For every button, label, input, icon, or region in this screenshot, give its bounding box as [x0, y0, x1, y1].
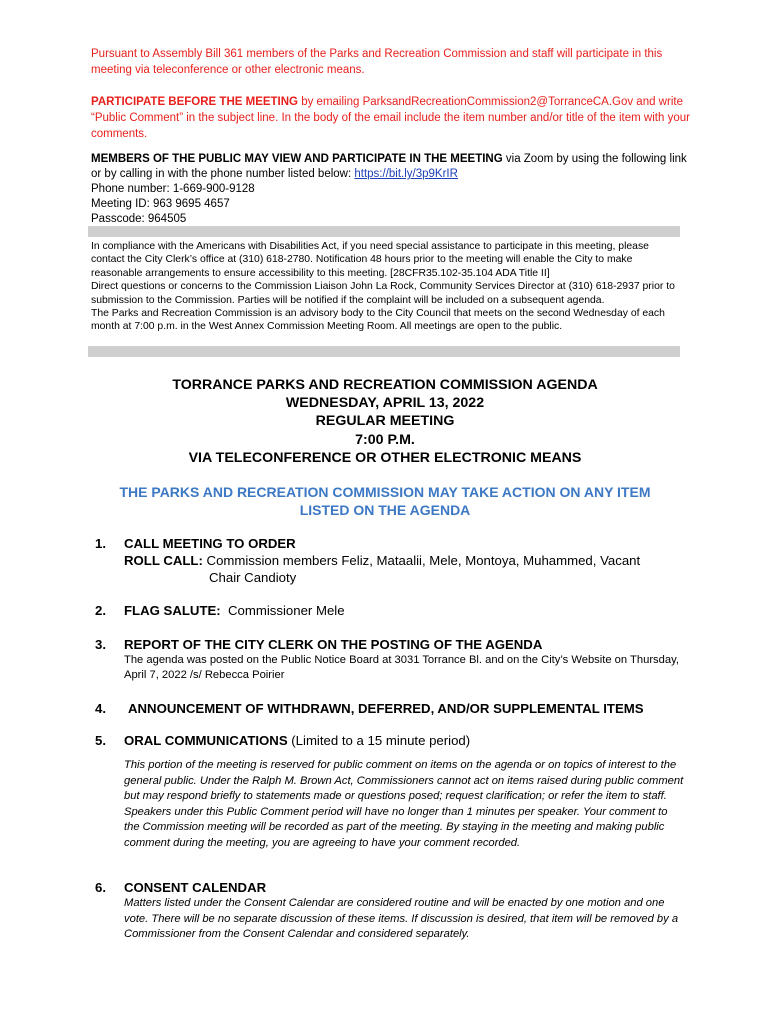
title-line: TORRANCE PARKS AND RECREATION COMMISSION AGENDA	[172, 377, 598, 393]
liaison-paragraph: Direct questions or concerns to the Commission Liaison John La Rock, Community Services Director at (310) 618-2937 prior to submission to the Commission. Parties will be notified if the complaint will be included on a subsequent agenda.	[91, 281, 675, 306]
action-notice-line: LISTED ON THE AGENDA	[299, 502, 471, 518]
title-date: WEDNESDAY, APRIL 13, 2022	[285, 395, 485, 412]
divider-bar	[88, 226, 680, 237]
phone-number: Phone number: 1-669-900-9128	[91, 183, 255, 195]
public-participation	[91, 152, 691, 227]
item-heading: CALL MEETING TO ORDER	[124, 536, 296, 551]
action-notice-line: THE PARKS AND RECREATION COMMISSION MAY TAKE ACTION ON ANY ITEM	[119, 484, 651, 500]
participate-heading: PARTICIPATE BEFORE THE MEETING	[91, 96, 299, 108]
item-heading: REPORT OF THE CITY CLERK ON THE POSTING OF THE AGENDA	[124, 637, 543, 652]
item-heading: ANNOUNCEMENT OF WITHDRAWN, DEFERRED, AND/OR SUPPLEMENTAL ITEMS	[128, 701, 644, 716]
item-text: This portion of the meeting is reserved for public comment on items on the agenda or on topics of interest to the general public. Under the Ralph M. Brown Act, Commissioners cannot act on items raised during public comment but may respond briefly to statements made or questions posed; request clarification; or refer the item to staff. Speakers under this Public Comment period will have no longer than 1 minutes per speaker. Your comment to the Commission meeting will be recorded as part of the meeting. By staying in the meeting and making public comment during the meeting, you are agreeing to have your comment recorded.	[124, 759, 684, 849]
participate-text: by emailing ParksandRecreationCommission2@TorranceCA.Gov and write “Public Comment” in the subject line. In the body of the email include the item number and/or title of the item with your comments.	[91, 96, 690, 140]
item-text: The agenda was posted on the Public Notice Board at 3031 Torrance Bl. and on the City’s Website on Thursday, April 7, 2022 /s/ Rebecca Poirier	[124, 654, 679, 681]
roll-call	[124, 552, 684, 569]
roll-call-members-cont: Chair Candioty	[209, 570, 297, 585]
action-notice	[0, 483, 770, 519]
title-venue: VIA TELECONFERENCE OR OTHER ELECTRONIC MEANS	[188, 449, 582, 466]
title-meeting-type: REGULAR MEETING	[315, 413, 455, 430]
item-heading-note: (Limited to a 15 minute period)	[287, 733, 471, 748]
item-number: 5.	[95, 733, 106, 748]
members-heading: MEMBERS OF THE PUBLIC MAY VIEW AND PARTICIPATE IN THE MEETING	[91, 153, 503, 165]
participate-notice	[91, 94, 691, 142]
agenda-title	[0, 376, 770, 467]
item-number: 2.	[95, 603, 106, 618]
item-number: 6.	[95, 880, 106, 895]
item-text: Matters listed under the Consent Calendar are considered routine and will be enacted by one motion and one vote. There will be no separate discussion of these items. If discussion is desired, that item will be removed by a Commissioner from the Consent Calendar and considered separately.	[124, 897, 679, 940]
meeting-id: Meeting ID: 963 9695 4657	[91, 198, 230, 210]
item-number: 1.	[95, 536, 106, 551]
item-heading: ORAL COMMUNICATIONS	[124, 733, 288, 748]
teleconference-notice: Pursuant to Assembly Bill 361 members of the Parks and Recreation Commission and staff will participate in this meeting via teleconference or other electronic means.	[91, 48, 663, 76]
item-heading: CONSENT CALENDAR	[124, 880, 267, 895]
item-number: 3.	[95, 637, 106, 652]
roll-call-members: Commission members Feliz, Mataalii, Mele, Montoya, Muhammed, Vacant	[202, 553, 641, 568]
advisory-paragraph: The Parks and Recreation Commission is an advisory body to the City Council that meets on the second Wednesday of each month at 7:00 p.m. in the West Annex Commission Meeting Room. All meetings are open to the public.	[91, 308, 665, 333]
members-text: via Zoom by using the following link or by calling in with the phone number listed below:	[91, 153, 687, 180]
item-heading: FLAG SALUTE:	[124, 603, 221, 618]
item-text: Commissioner Mele	[220, 603, 345, 618]
passcode: Passcode: 964505	[91, 213, 187, 225]
item-number: 4.	[95, 701, 106, 716]
ada-paragraph: In compliance with the Americans with Disabilities Act, if you need special assistance to participate in this meeting, please contact the City Clerk’s office at (310) 618-2780. Notification 48 hours prior to the meeting will enable the City to make reasonable arrangements to ensure accessibility to this meeting. [28CFR35.102-35.104 ADA Title II]	[91, 241, 649, 279]
ada-notice	[91, 240, 684, 334]
divider-bar	[88, 346, 680, 357]
roll-call-label: ROLL CALL:	[124, 553, 203, 568]
zoom-link[interactable]: https://bit.ly/3p9KrIR	[354, 168, 458, 180]
title-time: 7:00 P.M.	[355, 431, 415, 448]
